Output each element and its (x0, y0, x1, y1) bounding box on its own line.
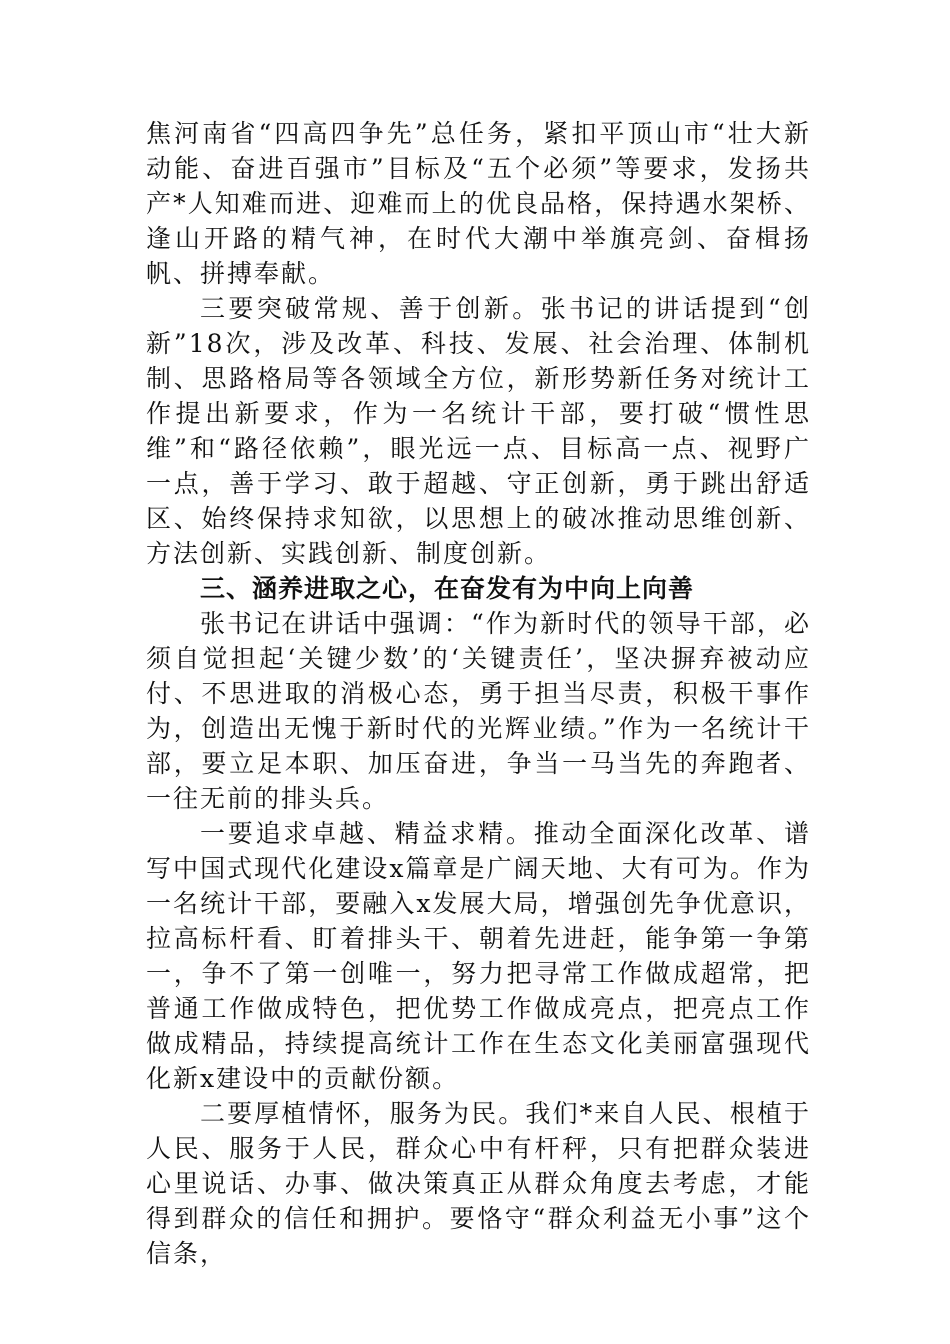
paragraph-excellence: 一要追求卓越、精益求精。推动全面深化改革、谱写中国式现代化建设x篇章是广阔天地、大有可为。作为一名统计干部，要融入x发展大局，增强创先争优意识，拉高标杆看、盯着排头干、朝着先进赶，能争第一争第一，争不了第一创唯一，努力把寻常工作做成超常，把普通工作做成特色，把优势工作做成亮点，把亮点工作做成精品，持续提高统计工作在生态文化美丽富强现代化新x建设中的贡献份额。 (146, 819, 811, 1093)
document-body (146, 116, 811, 1271)
paragraph-serve-people: 二要厚植情怀，服务为民。我们*来自人民、根植于人民、服务于人民，群众心中有杆秤，只有把群众装进心里说话、办事、做决策真正从群众角度去考虑，才能得到群众的信任和拥护。要恪守“群众利益无小事”这个信条， (146, 1099, 811, 1268)
paragraph-continuation: 焦河南省“四高四争先”总任务，紧扣平顶山市“壮大新动能、奋进百强市”目标及“五个必须”等要求，发扬共产*人知难而进、迎难而上的优良品格，保持遇水架桥、逢山开路的精气神，在时代大潮中举旗亮剑、奋楫扬帆、拼搏奉献。 (146, 119, 811, 288)
section-heading: 三、涵养进取之心，在奋发有为中向上向善 (200, 574, 695, 603)
paragraph-quote: 张书记在讲话中强调：“作为新时代的领导干部，必须自觉担起‘关键少数’的‘关键责任’，坚决摒弃被动应付、不思进取的消极心态，勇于担当尽责，积极干事作为，创造出无愧于新时代的光辉业绩。”作为一名统计干部，要立足本职、加压奋进，争当一马当先的奔跑者、一往无前的排头兵。 (146, 609, 811, 813)
paragraph-innovation: 三要突破常规、善于创新。张书记的讲话提到“创新”18次，涉及改革、科技、发展、社会治理、体制机制、思路格局等各领域全方位，新形势新任务对统计工作提出新要求，作为一名统计干部，要打破“惯性思维”和“路径依赖”，眼光远一点、目标高一点、视野广一点，善于学习、敢于超越、守正创新，勇于跳出舒适区、始终保持求知欲，以思想上的破冰推动思维创新、方法创新、实践创新、制度创新。 (146, 294, 811, 568)
